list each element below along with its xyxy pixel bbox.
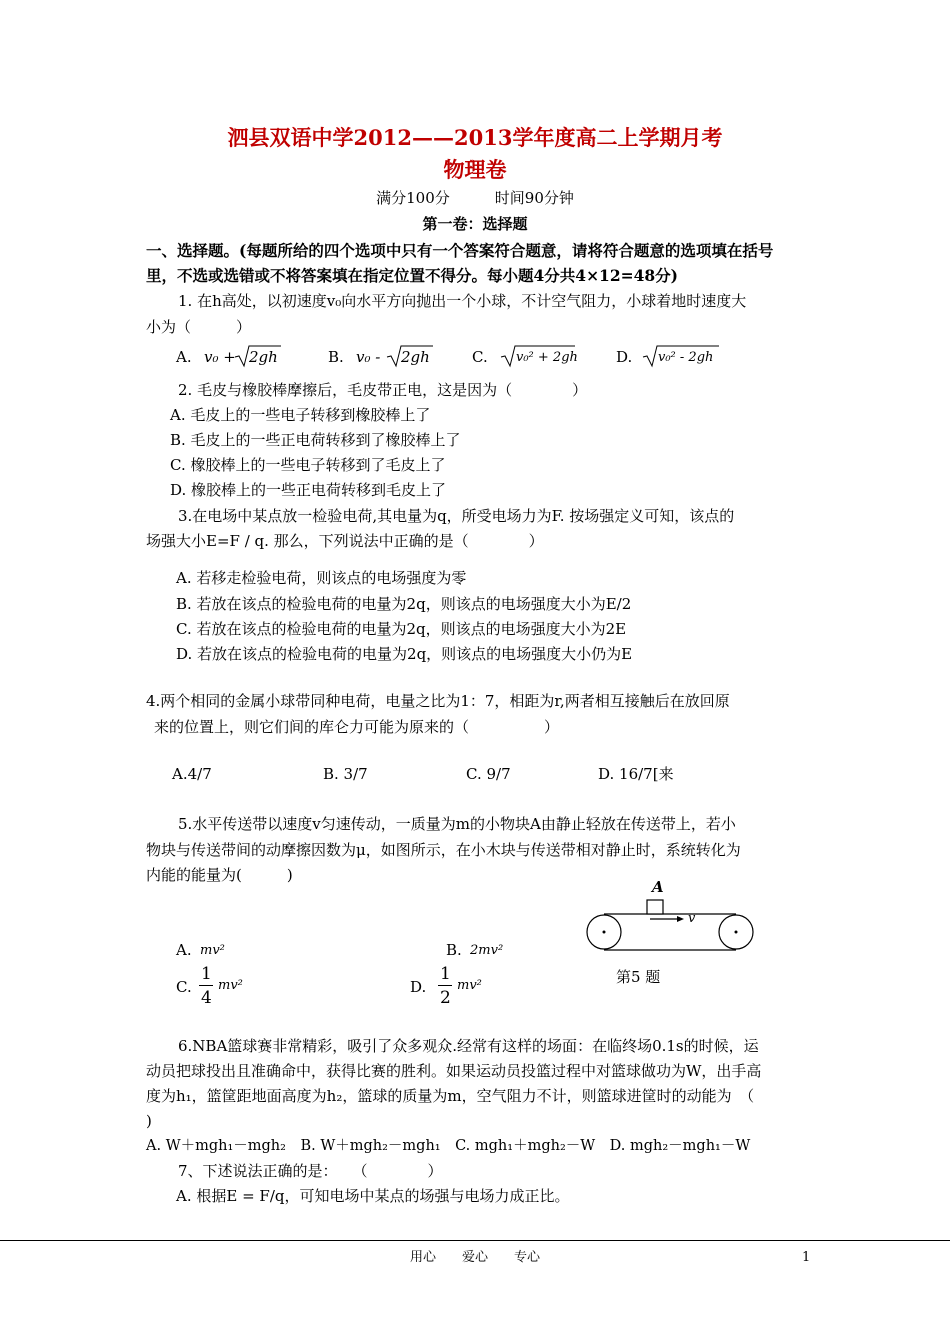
q1-option-a-v0: v₀ + xyxy=(204,348,236,366)
q1-option-d-label: D. xyxy=(616,348,633,366)
q5-option-d-fraction-bar xyxy=(438,985,452,986)
q1-stem-line-1: 1. 在h高处，以初速度v₀向水平方向抛出一个小球，不计空气阻力，小球着地时速度大 xyxy=(178,292,747,310)
section-heading: 第一卷：选择题 xyxy=(422,215,528,233)
q1-option-b-label: B. xyxy=(328,348,344,366)
q5-stem-line-3: 内能的能量为( ) xyxy=(146,866,293,884)
q3-option-d: D. 若放在该点的检验电荷的电量为2q，则该点的电场强度大小仍为E xyxy=(176,645,633,663)
q1-option-c-radicand: v₀² + 2gh xyxy=(516,350,578,365)
block-a-icon xyxy=(647,900,663,914)
q2-stem: 2. 毛皮与橡胶棒摩擦后，毛皮带正电，这是因为（ ） xyxy=(178,381,588,399)
instructions-line-1: 一、选择题。(每题所给的四个选项中只有一个答案符合题意，请将符合题意的选项填在括号 xyxy=(146,241,774,260)
q3-stem-line-2: 场强大小E=F / q. 那么，下列说法中正确的是（ ） xyxy=(146,532,544,550)
q7-stem: 7、下述说法正确的是： （ ） xyxy=(178,1162,443,1180)
q5-option-d-value: mv² xyxy=(457,978,482,993)
q1-option-a-label: A. xyxy=(176,348,192,366)
page-number: 1 xyxy=(802,1250,811,1265)
q1-stem-line-2: 小为（ ） xyxy=(146,318,252,336)
q5-option-b-value: 2mv² xyxy=(470,943,504,958)
q7-option-a: A. 根据E = F/q，可知电场中某点的场强与电场力成正比。 xyxy=(176,1187,570,1205)
q5-option-d-numerator: 1 xyxy=(440,964,451,984)
q1-option-b-v0: v₀ - xyxy=(356,348,381,366)
q5-option-d-label: D. xyxy=(410,978,427,996)
q6-stem-line-2: 动员把球投出且准确命中，获得比赛的胜利。如果运动员投篮过程中对篮球做功为W，出手高 xyxy=(146,1062,762,1080)
velocity-arrow-icon xyxy=(677,916,684,922)
q2-option-d: D. 橡胶棒上的一些正电荷转移到毛皮上了 xyxy=(170,481,447,499)
q5-option-c-denominator: 4 xyxy=(201,988,212,1008)
q6-stem-line-3: 度为h₁，篮筐距地面高度为h₂，篮球的质量为m，空气阻力不计，则篮球进筐时的动能为 （ xyxy=(146,1087,755,1105)
q2-option-b: B. 毛皮上的一些正电荷转移到了橡胶棒上了 xyxy=(170,431,461,449)
q1-option-b-radicand: 2gh xyxy=(401,348,430,366)
q3-stem-line-1: 3.在电场中某点放一检验电荷,其电量为q，所受电场力为F. 按场强定义可知，该点的 xyxy=(178,507,735,525)
q4-option-a: A.4/7 xyxy=(172,765,212,783)
q1-option-a-radicand: 2gh xyxy=(249,348,278,366)
q3-option-c: C. 若放在该点的检验电荷的电量为2q，则该点的电场强度大小为2E xyxy=(176,620,627,638)
q5-option-c-numerator: 1 xyxy=(201,964,212,984)
q4-option-d: D. 16/7[来 xyxy=(598,765,674,783)
q5-figure-velocity-label: v xyxy=(688,911,696,926)
q5-figure-block-label: A xyxy=(652,878,664,896)
q5-option-b-label: B. xyxy=(446,941,462,959)
q2-option-a: A. 毛皮上的一些电子转移到橡胶棒上了 xyxy=(170,406,431,424)
q5-option-a-label: A. xyxy=(176,941,192,959)
q5-option-c-fraction-bar xyxy=(199,985,213,986)
q1-option-c-label: C. xyxy=(472,348,488,366)
q4-stem-line-1: 4.两个相同的金属小球带同种电荷，电量之比为1：7，相距为r,两者相互接触后在放回原 xyxy=(146,692,730,710)
q3-option-b: B. 若放在该点的检验电荷的电量为2q，则该点的电场强度大小为E/2 xyxy=(176,595,632,613)
instructions-line-2: 里，不选或选错或不将答案填在指定位置不得分。每小题4分共4×12=48分) xyxy=(146,266,679,285)
q5-conveyor-figure xyxy=(580,878,764,954)
q5-stem-line-1: 5.水平传送带以速度v匀速传动，一质量为m的小物块A由静止轻放在传送带上，若小 xyxy=(178,815,736,833)
q4-stem-line-2: 来的位置上，则它们间的库仑力可能为原来的（ ） xyxy=(154,718,560,736)
q5-option-a-value: mv² xyxy=(200,943,225,958)
q4-option-b: B. 3/7 xyxy=(323,765,368,783)
exam-meta: 满分100分 时间90分钟 xyxy=(376,189,574,207)
q6-stem-line-1: 6.NBA篮球赛非常精彩，吸引了众多观众.经常有这样的场面：在临终场0.1s的时候，运 xyxy=(178,1037,759,1055)
q6-stem-line-4: ) xyxy=(146,1112,152,1130)
q1-option-d-radicand: v₀² - 2gh xyxy=(658,350,714,365)
page-title: 泗县双语中学2012——2013学年度高二上学期月考 xyxy=(227,125,723,150)
conveyor-belt-diagram xyxy=(587,900,753,950)
q4-option-c: C. 9/7 xyxy=(466,765,511,783)
page-subtitle: 物理卷 xyxy=(443,157,507,182)
q5-option-c-value: mv² xyxy=(218,978,243,993)
q3-option-a: A. 若移走检验电荷，则该点的电场强度为零 xyxy=(176,569,467,587)
q5-figure-caption: 第5 题 xyxy=(616,968,661,986)
footer-divider xyxy=(0,1240,950,1241)
q5-stem-line-2: 物块与传送带间的动摩擦因数为μ，如图所示，在小木块与传送带相对静止时，系统转化为 xyxy=(146,841,741,859)
q6-options: A. W＋mgh₁－mgh₂ B. W＋mgh₂－mgh₁ C. mgh₁＋mgh₂－W D. mgh₂－mgh₁－W xyxy=(146,1138,751,1154)
q5-option-d-denominator: 2 xyxy=(440,988,451,1008)
footer-slogan: 用心 爱心 专心 xyxy=(409,1250,540,1265)
q5-option-c-label: C. xyxy=(176,978,192,996)
q2-option-c: C. 橡胶棒上的一些电子转移到了毛皮上了 xyxy=(170,456,446,474)
